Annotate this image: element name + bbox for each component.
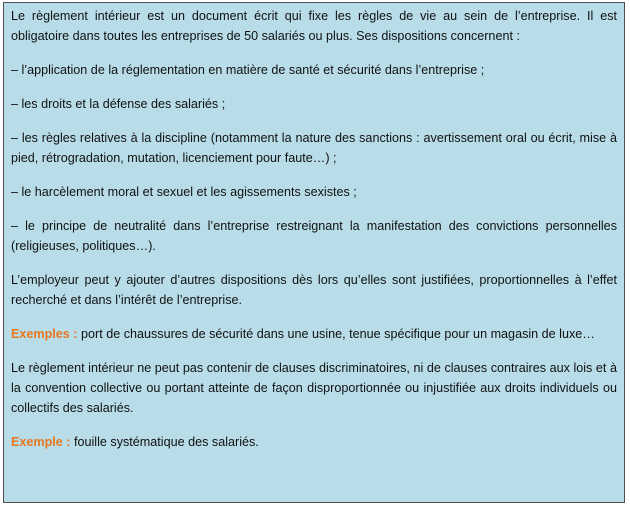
info-box xyxy=(3,2,625,503)
list-item-harassment: – le harcèlement moral et sexuel et les agissements sexistes ; xyxy=(11,185,357,199)
employer-paragraph: L’employeur peut y ajouter d’autres dispositions dès lors qu’elles sont justifiées, proportionnelles à l’effet recherché et dans l’intérêt de l’entreprise. xyxy=(11,273,617,307)
example-label: Exemple : xyxy=(11,435,71,449)
examples-text: port de chaussures de sécurité dans une usine, tenue spécifique pour un magasin de luxe… xyxy=(77,327,595,341)
list-item-employee-rights: – les droits et la défense des salariés ; xyxy=(11,97,226,111)
list-item-discipline: – les règles relatives à la discipline (notamment la nature des sanctions : avertissement oral ou écrit, mise à pied, rétrogradation, mutation, licenciement pour faute…) ; xyxy=(11,131,617,165)
example-text: fouille systématique des salariés. xyxy=(70,435,259,449)
examples-paragraph xyxy=(11,324,617,344)
list-item-neutrality: – le principe de neutralité dans l’entreprise restreignant la manifestation des convictions personnelles (religieuses, politiques…). xyxy=(11,219,617,253)
example-paragraph xyxy=(11,432,617,452)
list-item-health-safety: – l’application de la réglementation en matière de santé et sécurité dans l’entreprise ; xyxy=(11,63,485,77)
intro-paragraph: Le règlement intérieur est un document écrit qui fixe les règles de vie au sein de l’entreprise. Il est obligatoire dans toutes les entreprises de 50 salariés ou plus. Ses dispositions concernent : xyxy=(11,9,617,43)
examples-label: Exemples : xyxy=(11,327,78,341)
restriction-paragraph: Le règlement intérieur ne peut pas contenir de clauses discriminatoires, ni de clauses contraires aux lois et à la convention collective ou portant atteinte de façon disproportionnée ou injustifiée aux droits individuels ou collectifs des salariés. xyxy=(11,361,617,415)
